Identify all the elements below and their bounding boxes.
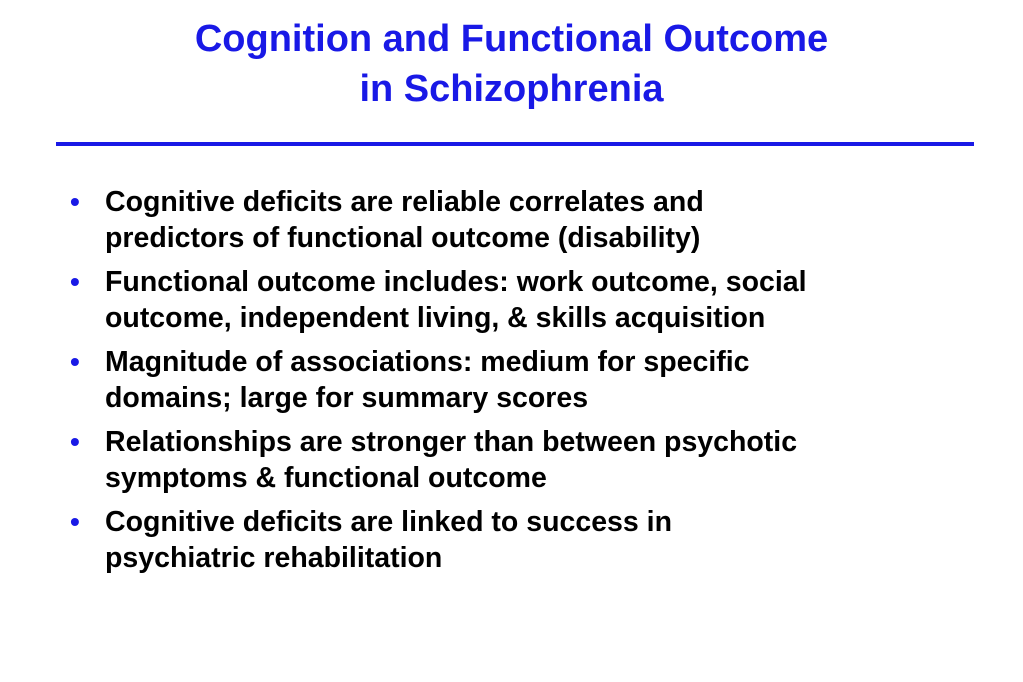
bullet-text-line: domains; large for summary scores: [105, 382, 589, 414]
bullet-text-line: outcome, independent living, & skills acquisition: [105, 302, 766, 334]
slide-title-line-2: in Schizophrenia: [359, 68, 664, 110]
bullet-icon: •: [70, 186, 80, 217]
bullet-text: [105, 424, 1000, 496]
bullet-text: [105, 184, 1000, 256]
bullet-item: [70, 504, 1000, 576]
slide-title: [0, 14, 1023, 114]
bullet-text-line: Magnitude of associations: medium for specific: [105, 346, 750, 378]
bullet-item: [70, 264, 1000, 336]
bullet-text: [105, 344, 1000, 416]
bullet-text-line: Relationships are stronger than between psychotic: [105, 426, 798, 458]
bullet-item: [70, 184, 1000, 256]
slide-title-line-1: Cognition and Functional Outcome: [194, 18, 829, 60]
bullet-icon: •: [70, 506, 80, 537]
bullet-icon: •: [70, 426, 80, 457]
bullet-icon: •: [70, 266, 80, 297]
bullet-item: [70, 424, 1000, 496]
bullet-item: [70, 344, 1000, 416]
bullet-text-line: predictors of functional outcome (disability): [105, 222, 701, 254]
bullet-text: [105, 264, 1000, 336]
bullet-list: [70, 184, 1000, 584]
bullet-text-line: symptoms & functional outcome: [105, 462, 547, 494]
bullet-text-line: Cognitive deficits are reliable correlates and: [105, 186, 704, 218]
bullet-text-line: psychiatric rehabilitation: [105, 542, 443, 574]
bullet-text-line: Cognitive deficits are linked to success in: [105, 506, 673, 538]
bullet-icon: •: [70, 346, 80, 377]
title-divider: [56, 142, 974, 146]
bullet-text: [105, 504, 1000, 576]
bullet-text-line: Functional outcome includes: work outcome, social: [105, 266, 807, 298]
